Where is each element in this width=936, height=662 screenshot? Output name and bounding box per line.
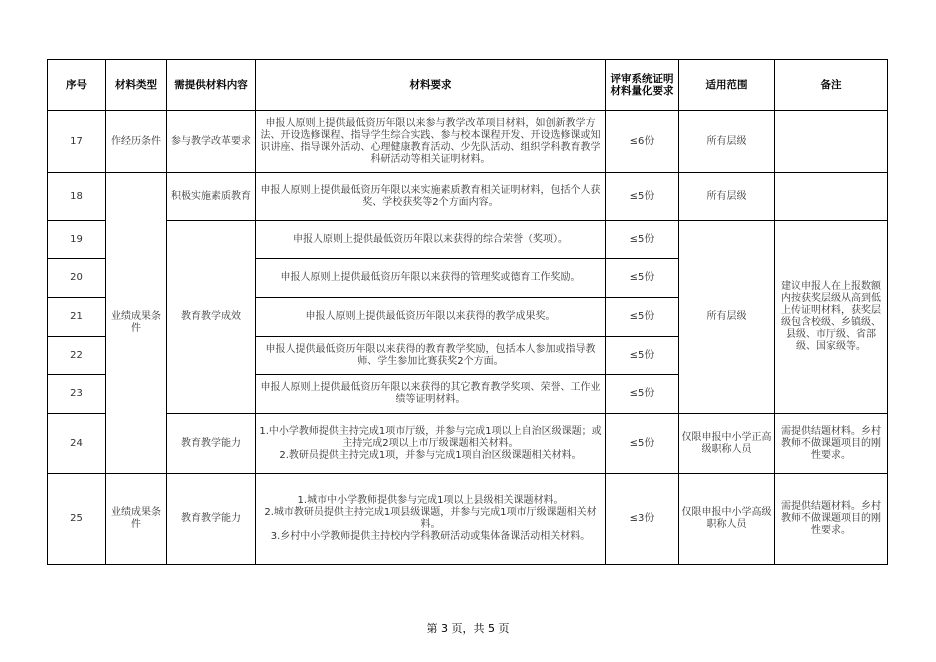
row-index: 18 (48, 173, 106, 221)
row-scope: 所有层级 (679, 173, 775, 221)
header-type: 材料类型 (106, 60, 167, 111)
page-footer: 第 3 页，共 5 页 (426, 622, 510, 635)
row-index: 17 (48, 111, 106, 173)
row-quantity: ≤5份 (606, 259, 679, 298)
row-note (775, 173, 888, 221)
row-content-group: 教育教学成效 (167, 221, 256, 414)
header-quantity-line1: 评审系统证明 (610, 73, 674, 85)
table-row (48, 111, 888, 173)
materials-table (47, 59, 888, 565)
row-scope-group: 所有层级 (679, 221, 775, 414)
row-requirement (256, 474, 606, 565)
header-note: 备注 (775, 60, 888, 111)
row-quantity: ≤5份 (606, 375, 679, 414)
row-quantity: ≤6份 (606, 111, 679, 173)
requirement-line: 2.教研员提供主持完成1项，并参与完成1项自治区级课题相关材料。 (279, 449, 582, 461)
row-content: 参与教学改革要求 (167, 111, 256, 173)
requirement-line: 1.中小学教师提供主持完成1项市厅级，并参与完成1项以上自治区级课题；或主持完成2项以上市厅级课题相关材料。 (259, 425, 602, 449)
header-quantity (606, 60, 679, 111)
row-quantity: ≤3份 (606, 474, 679, 565)
row-index: 22 (48, 337, 106, 375)
row-scope: 仅限申报中小学高级职称人员 (679, 474, 775, 565)
header-content: 需提供材料内容 (167, 60, 256, 111)
requirement-line: 3.乡村中小学教师提供主持校内学科教研活动或集体备课活动相关材料。 (270, 531, 591, 542)
table-row (48, 173, 888, 221)
row-content: 教育教学能力 (167, 474, 256, 565)
row-type: 业绩成果条件 (106, 474, 167, 565)
row-requirement: 申报人原则上提供最低资历年限以来实施素质教育相关证明材料，包括个人获奖、学校获奖等2个方面内容。 (256, 173, 606, 221)
row-index: 21 (48, 298, 106, 337)
row-quantity: ≤5份 (606, 173, 679, 221)
row-requirement (256, 414, 606, 474)
row-quantity: ≤5份 (606, 298, 679, 337)
header-quantity-line2: 材料量化要求 (610, 85, 674, 97)
row-type: 作经历条件 (106, 111, 167, 173)
row-note: 需提供结题材料。乡村教师不做课题项目的刚性要求。 (775, 414, 888, 474)
row-index: 25 (48, 474, 106, 565)
row-requirement: 申报人原则上提供最低资历年限以来获得的教学成果奖。 (256, 298, 606, 337)
table-row (48, 221, 888, 259)
row-type-group: 业绩成果条件 (106, 173, 167, 474)
row-index: 19 (48, 221, 106, 259)
row-note: 需提供结题材料。乡村教师不做课题项目的刚性要求。 (775, 474, 888, 565)
row-index: 23 (48, 375, 106, 414)
row-scope: 仅限申报中小学正高级职称人员 (679, 414, 775, 474)
requirement-line: 1.城市中小学教师提供参与完成1项以上县级相关课题材料。 (297, 495, 564, 506)
row-quantity: ≤5份 (606, 414, 679, 474)
row-note (775, 111, 888, 173)
row-requirement: 申报人提供最低资历年限以来获得的教育教学奖励，包括本人参加或指导教师、学生参加比赛获奖2个方面。 (256, 337, 606, 375)
header-row (48, 60, 888, 111)
row-scope: 所有层级 (679, 111, 775, 173)
header-index: 序号 (48, 60, 106, 111)
row-content: 教育教学能力 (167, 414, 256, 474)
table-row (48, 414, 888, 474)
row-requirement: 申报人原则上提供最低资历年限以来获得的综合荣誉（奖项）。 (256, 221, 606, 259)
row-requirement: 申报人原则上提供最低资历年限以来获得的管理奖或德育工作奖励。 (256, 259, 606, 298)
header-requirement: 材料要求 (256, 60, 606, 111)
row-content: 积极实施素质教育 (167, 173, 256, 221)
row-index: 24 (48, 414, 106, 474)
table-row (48, 474, 888, 565)
row-quantity: ≤5份 (606, 221, 679, 259)
requirement-line: 2.城市教研员提供主持完成1项县级课题，并参与完成1项市厅级课题相关材料。 (264, 507, 597, 530)
row-requirement: 申报人原则上提供最低资历年限以来参与教学改革项目材料，如创新教学方法、开设选修课程、指导学生综合实践、参与校本课程开发、开设选修课或知识讲座、指导课外活动、心理健康教育活动、少先队活动、组织学科教育教学科研活动等相关证明材料。 (256, 111, 606, 173)
header-scope: 适用范围 (679, 60, 775, 111)
row-note-group: 建议申报人在上报数额内按获奖层级从高到低上传证明材料，获奖层级包含校级、乡镇级、县级、市厅级、省部级、国家级等。 (775, 221, 888, 414)
row-requirement: 申报人原则上提供最低资历年限以来获得的其它教育教学奖项、荣誉、工作业绩等证明材料。 (256, 375, 606, 414)
row-index: 20 (48, 259, 106, 298)
row-quantity: ≤5份 (606, 337, 679, 375)
